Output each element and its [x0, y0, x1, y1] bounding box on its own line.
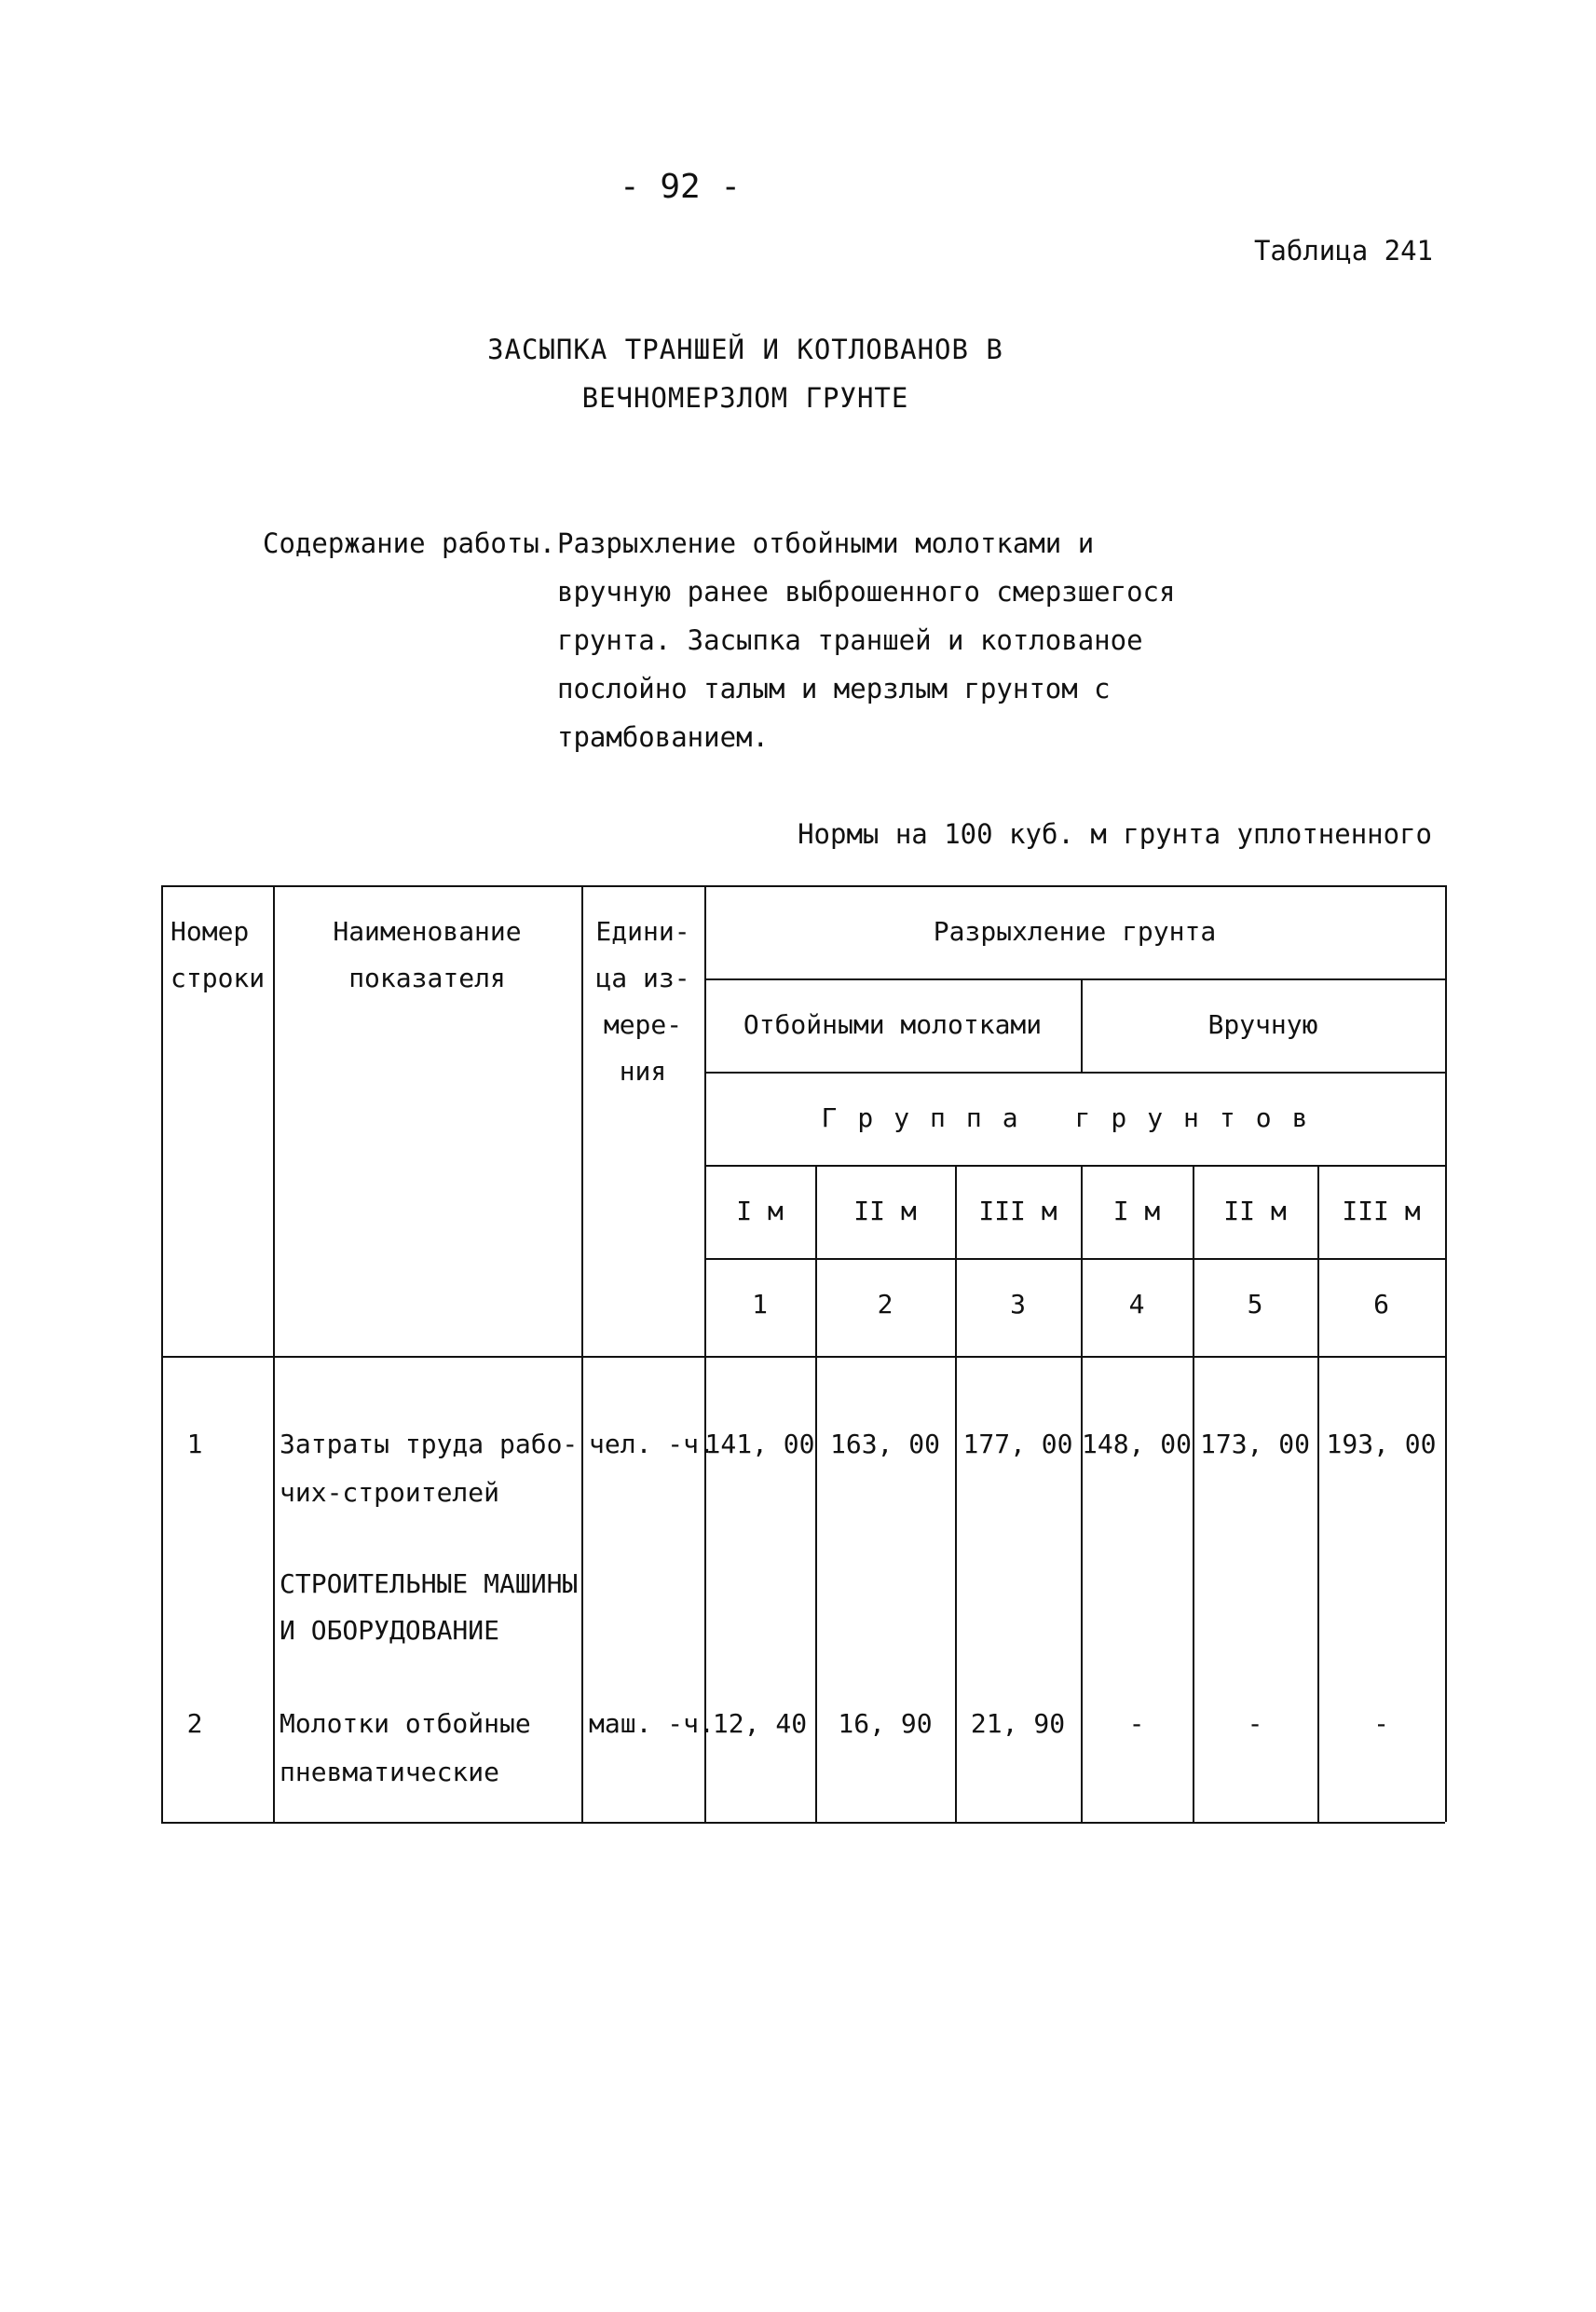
header-hammers: Отбойными молотками: [743, 1009, 1043, 1040]
header-group: II м: [1223, 1196, 1287, 1226]
row-value: 148, 00: [1081, 1429, 1192, 1459]
title-line-2: ВЕЧНОМЕРЗЛОМ ГРУНТЕ: [581, 382, 909, 414]
table-border-right: [1445, 885, 1447, 1822]
work-content-line-1: Разрыхление отбойными молотками и: [557, 527, 1095, 559]
column-number: 2: [877, 1289, 893, 1320]
header-row-no: Номер: [171, 916, 250, 947]
table-border-bottom: [161, 1822, 1445, 1824]
column-number: 6: [1373, 1289, 1389, 1320]
norm-label: Нормы на 100 куб. м грунта уплотненного: [798, 818, 1432, 850]
work-content-line-2: вручную ранее выброшенного смерзшегося: [557, 576, 1176, 608]
header-manual: Вручную: [1207, 1009, 1318, 1040]
row-value: 21, 90: [970, 1708, 1066, 1739]
row-value: 163, 00: [829, 1429, 940, 1459]
header-unit: Едини-: [595, 916, 690, 947]
work-content-label: Содержание работы.: [263, 527, 556, 559]
row-value: 141, 00: [704, 1429, 815, 1459]
header-soil-group: Группа грунтов: [821, 1102, 1329, 1133]
header-group: I м: [736, 1196, 784, 1226]
row-number: 1: [186, 1429, 203, 1459]
grid-line: [273, 885, 275, 1822]
header-name: показателя: [348, 963, 506, 993]
section-label: И ОБОРУДОВАНИЕ: [280, 1615, 500, 1646]
page-number: - 92 -: [619, 168, 742, 206]
row-value: -: [1128, 1708, 1145, 1739]
row-name: чих-строителей: [280, 1477, 500, 1508]
header-unit: ния: [619, 1056, 667, 1087]
row-name: Затраты труда рабо-: [280, 1429, 579, 1459]
header-loosening: Разрыхление грунта: [933, 916, 1217, 947]
row-value: -: [1373, 1708, 1389, 1739]
table-border-top: [161, 885, 1445, 887]
work-content-line-5: трамбованием.: [557, 721, 769, 753]
row-value: 173, 00: [1199, 1429, 1310, 1459]
column-number: 3: [1010, 1289, 1026, 1320]
table-border-left: [161, 885, 163, 1822]
section-label: СТРОИТЕЛЬНЫЕ МАШИНЫ: [280, 1568, 579, 1599]
header-group: III м: [1342, 1196, 1421, 1226]
row-name: пневматические: [280, 1757, 500, 1787]
row-number: 2: [186, 1708, 203, 1739]
table-number: Таблица 241: [1253, 235, 1433, 267]
header-unit: мере-: [603, 1009, 683, 1040]
grid-line: [704, 978, 1445, 980]
header-group: III м: [978, 1196, 1057, 1226]
row-unit: чел. -ч.: [589, 1429, 715, 1459]
column-number: 1: [752, 1289, 768, 1320]
header-row-no: строки: [171, 963, 266, 993]
work-content-line-3: грунта. Засыпка траншей и котлованое: [557, 624, 1143, 656]
grid-line: [704, 1072, 1445, 1074]
header-unit: ца из-: [595, 963, 690, 993]
header-bottom-line: [161, 1356, 1445, 1358]
column-number: 4: [1128, 1289, 1145, 1320]
header-group: I м: [1112, 1196, 1161, 1226]
row-unit: маш. -ч.: [589, 1708, 715, 1739]
header-name: Наименование: [333, 916, 522, 947]
row-name: Молотки отбойные: [280, 1708, 531, 1739]
header-group: II м: [853, 1196, 917, 1226]
row-value: 16, 90: [838, 1708, 933, 1739]
title-line-1: ЗАСЫПКА ТРАНШЕЙ И КОТЛОВАНОВ В: [487, 334, 1003, 365]
row-value: 12, 40: [712, 1708, 808, 1739]
column-number: 5: [1247, 1289, 1263, 1320]
row-value: -: [1247, 1708, 1263, 1739]
work-content-line-4: послойно талым и мерзлым грунтом с: [557, 673, 1111, 705]
row-value: 177, 00: [962, 1429, 1073, 1459]
row-value: 193, 00: [1326, 1429, 1437, 1459]
